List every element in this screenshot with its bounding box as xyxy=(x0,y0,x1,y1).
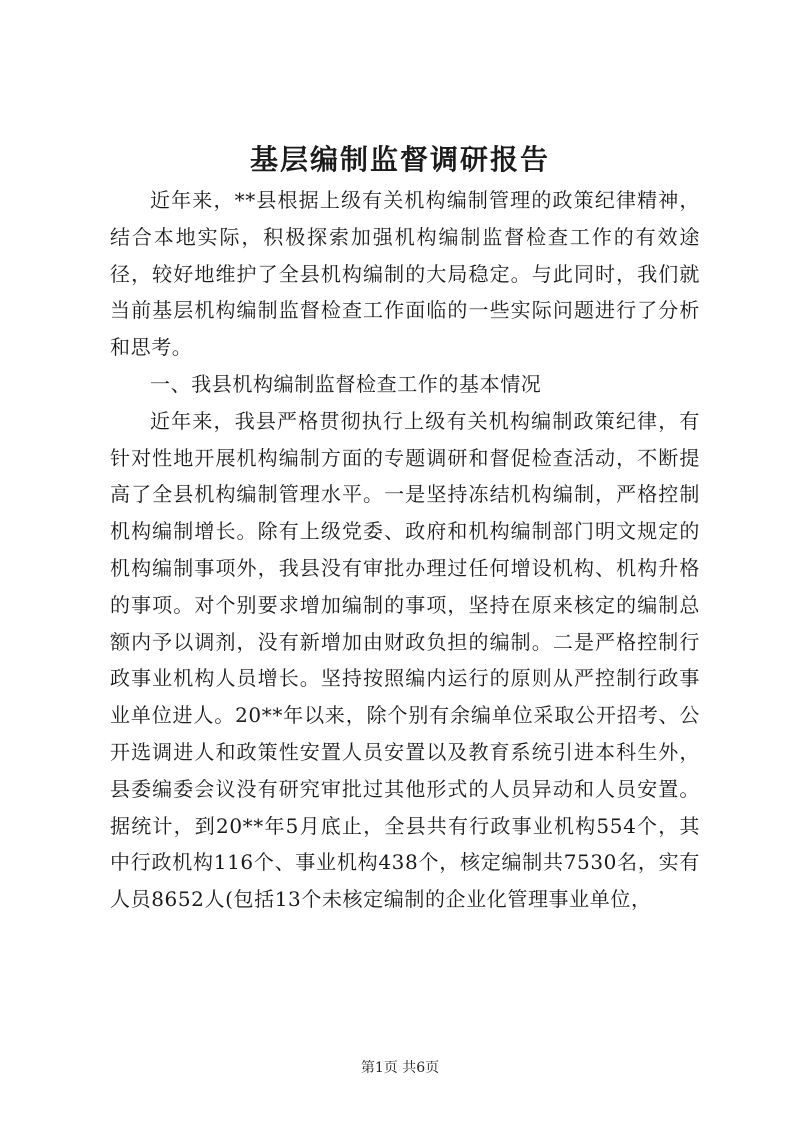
page-footer: 第1页 共6页 xyxy=(360,1060,440,1076)
paragraph-intro: 近年来，**县根据上级有关机构编制管理的政策纪律精神，结合本地实际，积极探索加强机构编制监督检查工作的有效途径，较好地维护了全县机构编制的大局稳定。与此同时，我们就当前基层机构编制监督检查工作面临的一些实际问题进行了分析和思考。 xyxy=(110,188,700,360)
section-heading-1: 一、我县机构编制监督检查工作的基本情况 xyxy=(150,371,542,396)
document-body xyxy=(110,182,700,918)
paragraph-section-1: 近年来，我县严格贯彻执行上级有关机构编制政策纪律，有针对性地开展机构编制方面的专题调研和督促检查活动，不断提高了全县机构编制管理水平。一是坚持冻结机构编制，严格控制机构编制增长。除有上级党委、政府和机构编制部门明文规定的机构编制事项外，我县没有审批办理过任何增设机构、机构升格的事项。对个别要求增加编制的事项，坚持在原来核定的编制总额内予以调剂，没有新增加由财政负担的编制。二是严格控制行政事业机构人员增长。坚持按照编内运行的原则从严控制行政事业单位进人。20**年以来，除个别有余编单位采取公开招考、公开选调进人和政策性安置人员安置以及教育系统引进本科生外，县委编委会议没有研究审批过其他形式的人员异动和人员安置。据统计，到20**年5月底止，全县共有行政事业机构554个，其中行政机构116个、事业机构438个，核定编制共7530名，实有人员8652人(包括13个未核定编制的企业化管理事业单位， xyxy=(110,408,700,912)
document-title: 基层编制监督调研报告 xyxy=(249,143,550,176)
